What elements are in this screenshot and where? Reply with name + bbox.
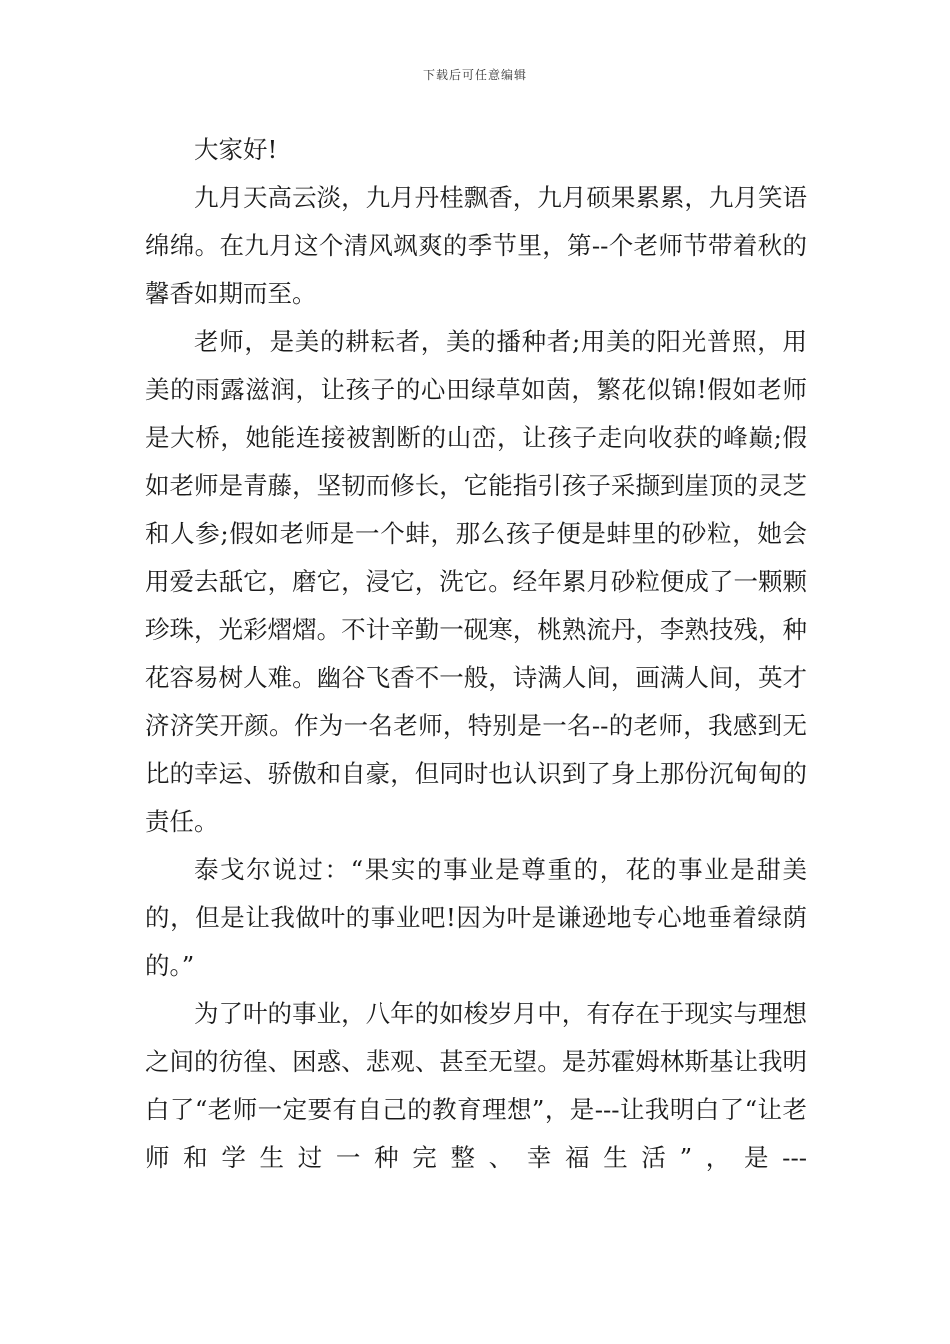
paragraph-tagore: 泰戈尔说过：“果实的事业是尊重的，花的事业是甜美的，但是让我做叶的事业吧!因为叶是谦逊地专心地垂着绿荫的。” bbox=[145, 855, 807, 980]
paragraph-greeting: 大家好! bbox=[194, 135, 278, 164]
document-body bbox=[145, 126, 807, 1182]
paragraph-leaf-career: 为了叶的事业，八年的如梭岁月中，有存在于现实与理想之间的彷徨、困惑、悲观、甚至无望。是苏霍姆林斯基让我明白了“老师一定要有自己的教育理想”，是---让我明白了“让老师和学生过一种完整、幸福生活”，是--- bbox=[145, 999, 807, 1172]
page-header-note: 下载后可任意编辑 bbox=[422, 68, 527, 82]
paragraph-september: 九月天高云淡，九月丹桂飘香，九月硕果累累，九月笑语绵绵。在九月这个清风飒爽的季节里，第--个老师节带着秋的馨香如期而至。 bbox=[145, 183, 807, 308]
paragraph-teacher: 老师，是美的耕耘者，美的播种者;用美的阳光普照，用美的雨露滋润，让孩子的心田绿草如茵，繁花似锦!假如老师是大桥，她能连接被割断的山峦，让孩子走向收获的峰巅;假如老师是青藤，坚韧而修长，它能指引孩子采撷到崖顶的灵芝和人参;假如老师是一个蚌，那么孩子便是蚌里的砂粒，她会用爱去舐它，磨它，浸它，洗它。经年累月砂粒便成了一颗颗珍珠，光彩熠熠。不计辛勤一砚寒，桃熟流丹，李熟技残，种花容易树人难。幽谷飞香不一般，诗满人间，画满人间，英才济济笑开颜。作为一名老师，特别是一名--的老师，我感到无比的幸运、骄傲和自豪，但同时也认识到了身上那份沉甸甸的责任。 bbox=[145, 327, 807, 836]
